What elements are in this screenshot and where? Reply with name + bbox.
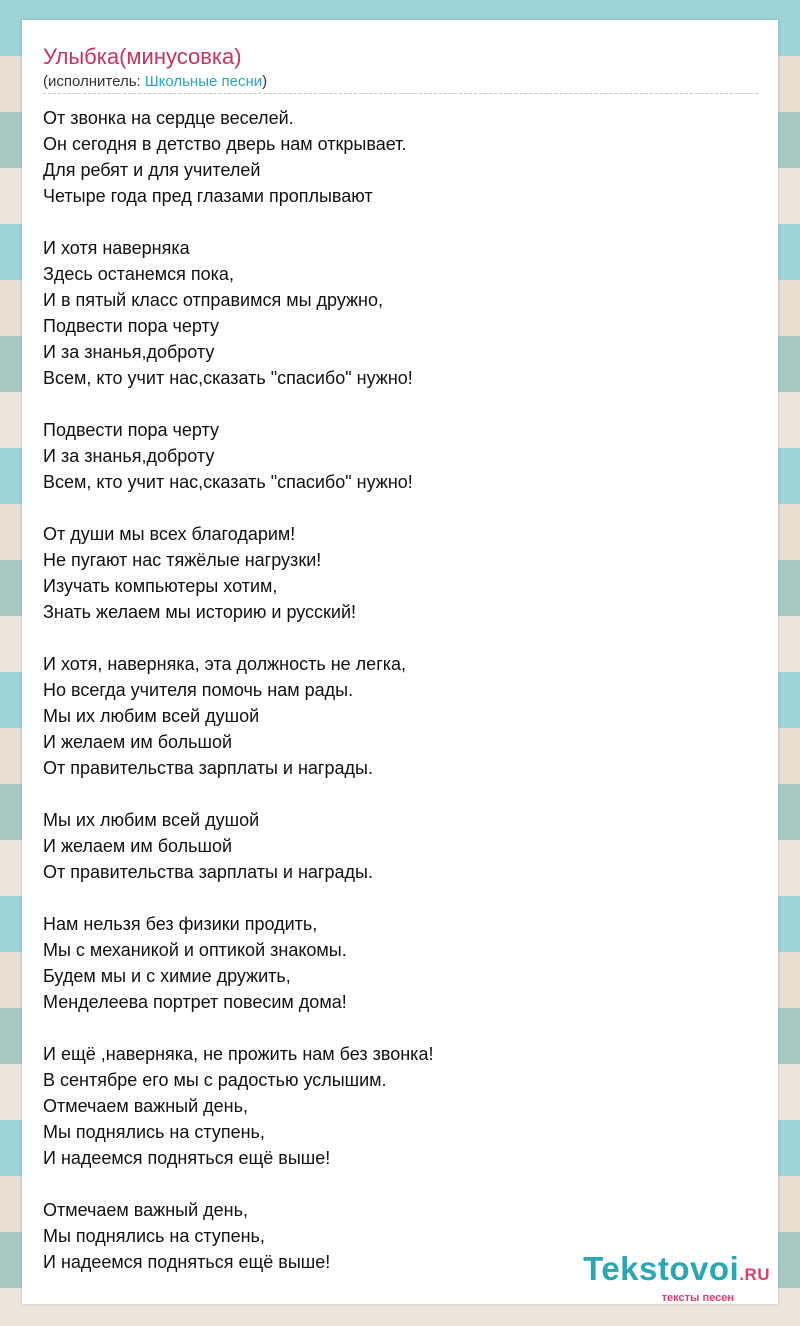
performer-suffix: )	[262, 73, 268, 90]
lyric-line: Не пугают нас тяжёлые нагрузки!	[43, 550, 322, 570]
logo-tagline: тексты песен	[661, 1292, 734, 1304]
performer-prefix: (исполнитель:	[43, 73, 145, 90]
lyric-line: Знать желаем мы историю и русский!	[43, 602, 357, 622]
performer-line	[43, 73, 267, 91]
lyric-line: От правительства зарплаты и награды.	[43, 758, 373, 778]
lyric-line: Здесь останемся пока,	[43, 264, 234, 284]
lyric-line: И надеемся подняться ещё выше!	[43, 1148, 331, 1168]
lyric-line: И желаем им большой	[43, 732, 233, 752]
logo-wordmark	[583, 1252, 770, 1292]
lyric-line: Мы их любим всей душой	[43, 706, 260, 726]
logo-tld: .RU	[739, 1265, 770, 1284]
lyric-line: Всем, кто учит нас,сказать "спасибо" нужно!	[43, 472, 413, 492]
lyric-line: Мы с механикой и оптикой знакомы.	[43, 940, 347, 960]
lyric-line: Четыре года пред глазами проплывают	[43, 186, 373, 206]
site-logo[interactable]	[583, 1252, 770, 1304]
lyric-line: Мы их любим всей душой	[43, 810, 260, 830]
lyric-line: Всем, кто учит нас,сказать "спасибо" нужно!	[43, 368, 413, 388]
stanza	[43, 105, 758, 209]
lyric-line: От звонка на сердце веселей.	[43, 108, 294, 128]
stanza	[43, 651, 758, 781]
lyric-line: И за знанья,доброту	[43, 342, 215, 362]
lyric-line: Мы поднялись на ступень,	[43, 1226, 265, 1246]
lyric-line: Но всегда учителя помочь нам рады.	[43, 680, 354, 700]
lyric-line: И надеемся подняться ещё выше!	[43, 1252, 331, 1272]
artist-link[interactable]: Школьные песни	[144, 73, 263, 90]
lyrics-body	[43, 105, 758, 1301]
stanza	[43, 235, 758, 391]
lyric-line: И в пятый класс отправимся мы дружно,	[43, 290, 384, 310]
lyric-line: Нам нельзя без физики продить,	[43, 914, 318, 934]
logo-name: Tekstovoi	[583, 1250, 740, 1287]
lyric-line: В сентябре его мы с радостью услышим.	[43, 1070, 387, 1090]
lyric-line: Менделеева портрет повесим дома!	[43, 992, 347, 1012]
stanza	[43, 521, 758, 625]
lyric-line: Для ребят и для учителей	[43, 160, 261, 180]
lyric-line: Мы поднялись на ступень,	[43, 1122, 265, 1142]
lyrics-card	[22, 20, 778, 1304]
lyric-line: И желаем им большой	[43, 836, 233, 856]
lyric-line: Будем мы и с химие дружить,	[43, 966, 291, 986]
lyric-line: Отмечаем важный день,	[43, 1200, 248, 1220]
lyric-line: Отмечаем важный день,	[43, 1096, 248, 1116]
stanza	[43, 911, 758, 1015]
divider	[43, 93, 758, 94]
lyric-line: От правительства зарплаты и награды.	[43, 862, 373, 882]
stanza	[43, 417, 758, 495]
song-title: Улыбка(минусовка)	[43, 44, 242, 69]
lyric-line: Подвести пора черту	[43, 420, 219, 440]
lyric-line: И за знанья,доброту	[43, 446, 215, 466]
lyric-line: От души мы всех благодарим!	[43, 524, 296, 544]
stanza	[43, 1041, 758, 1171]
lyric-line: Изучать компьютеры хотим,	[43, 576, 278, 596]
lyric-line: И ещё ,наверняка, не прожить нам без звонка!	[43, 1044, 434, 1064]
stanza	[43, 807, 758, 885]
lyric-line: И хотя, наверняка, эта должность не легка,	[43, 654, 407, 674]
lyric-line: Он сегодня в детство дверь нам открывает.	[43, 134, 407, 154]
lyric-line: Подвести пора черту	[43, 316, 219, 336]
lyric-line: И хотя наверняка	[43, 238, 190, 258]
